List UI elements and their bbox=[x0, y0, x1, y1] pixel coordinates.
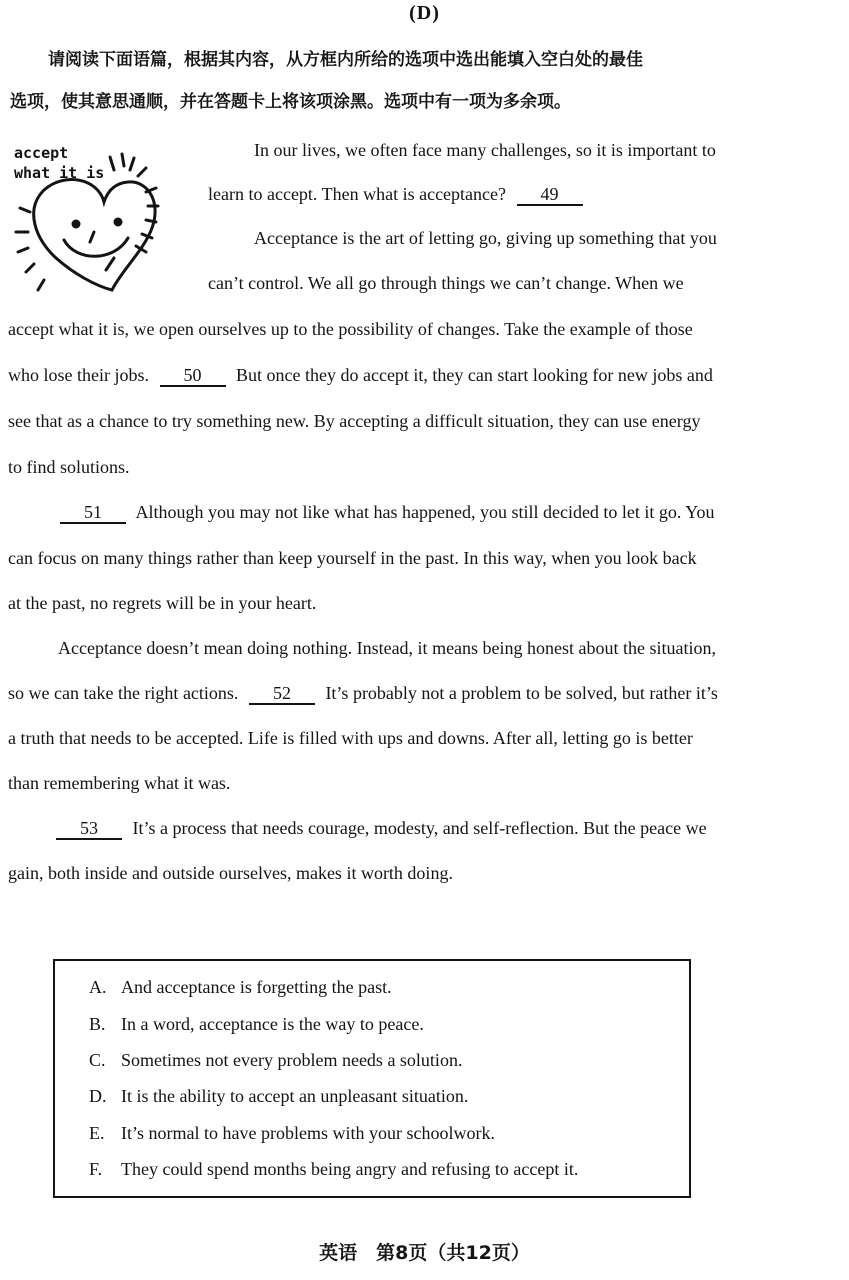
options-box bbox=[53, 959, 691, 1198]
option-letter: D. bbox=[89, 1086, 107, 1106]
option-text: In a word, acceptance is the way to peace. bbox=[121, 1014, 424, 1034]
blank-50: 50 bbox=[160, 365, 226, 387]
passage-p2-line-6: to find solutions. bbox=[8, 457, 130, 477]
passage-p2-line-4 bbox=[8, 363, 713, 387]
option-text: They could spend months being angry and refusing to accept it. bbox=[121, 1159, 579, 1179]
option-letter: B. bbox=[89, 1014, 106, 1034]
option-text: It’s normal to have problems with your schoolwork. bbox=[121, 1123, 495, 1143]
option-a bbox=[89, 975, 392, 999]
passage-p2-line-1: Acceptance is the art of letting go, giving up something that you bbox=[254, 228, 717, 248]
option-d bbox=[89, 1084, 468, 1108]
passage-p1-line-1: In our lives, we often face many challenges, so it is important to bbox=[254, 140, 716, 160]
passage-p2-text-b: But once they do accept it, they can start looking for new jobs and bbox=[236, 365, 713, 385]
passage-p4-text-a: so we can take the right actions. bbox=[8, 683, 239, 703]
page-footer: 英语 第8页（共12页） bbox=[319, 1242, 530, 1264]
option-f bbox=[89, 1157, 578, 1181]
passage-p3-line-3: at the past, no regrets will be in your heart. bbox=[8, 593, 317, 613]
option-text: Sometimes not every problem needs a solution. bbox=[121, 1050, 463, 1070]
passage-p3-line-2: can focus on many things rather than keep yourself in the past. In this way, when you look back bbox=[8, 548, 697, 568]
option-e bbox=[89, 1121, 495, 1145]
option-letter: A. bbox=[89, 977, 107, 997]
passage-p3-text: Although you may not like what has happened, you still decided to let it go. You bbox=[135, 502, 715, 522]
passage-p5-line-1 bbox=[56, 816, 707, 840]
option-letter: F. bbox=[89, 1159, 103, 1179]
passage-p1-text: learn to accept. Then what is acceptance? bbox=[208, 184, 507, 204]
blank-52: 52 bbox=[249, 683, 315, 705]
passage-p4-line-3: a truth that needs to be accepted. Life is filled with ups and downs. After all, letting go is better bbox=[8, 728, 693, 748]
passage-p4-line-2 bbox=[8, 681, 718, 705]
instructions-line-2: 选项，使其意思通顺，并在答题卡上将该项涂黑。选项中有一项为多余项。 bbox=[10, 92, 571, 112]
option-letter: C. bbox=[89, 1050, 106, 1070]
blank-53: 53 bbox=[56, 818, 122, 840]
passage-p5-line-2: gain, both inside and outside ourselves, makes it worth doing. bbox=[8, 863, 453, 883]
heart-illustration bbox=[6, 140, 196, 300]
option-c bbox=[89, 1048, 462, 1072]
option-text: And acceptance is forgetting the past. bbox=[121, 977, 392, 997]
passage-p2-line-2: can’t control. We all go through things we can’t change. When we bbox=[208, 273, 684, 293]
blank-51: 51 bbox=[60, 502, 126, 524]
passage-p3-line-1 bbox=[60, 500, 714, 524]
passage-p2-line-5: see that as a chance to try something new. By accepting a difficult situation, they can use energy bbox=[8, 411, 701, 431]
heart-caption-line-1: accept bbox=[14, 144, 69, 162]
option-b bbox=[89, 1012, 424, 1036]
heart-caption-line-2: what it is bbox=[14, 164, 105, 182]
smiling-heart-icon bbox=[6, 140, 196, 300]
passage-p2-text-a: who lose their jobs. bbox=[8, 365, 149, 385]
passage-p4-text-b: It’s probably not a problem to be solved, but rather it’s bbox=[325, 683, 718, 703]
passage-p4-line-4: than remembering what it was. bbox=[8, 773, 231, 793]
passage-p4-line-1: Acceptance doesn’t mean doing nothing. Instead, it means being honest about the situation, bbox=[58, 638, 717, 658]
passage-p5-text: It’s a process that needs courage, modesty, and self-reflection. But the peace we bbox=[132, 818, 707, 838]
option-letter: E. bbox=[89, 1123, 105, 1143]
section-label: (D) bbox=[409, 2, 440, 24]
passage-p2-line-3: accept what it is, we open ourselves up to the possibility of changes. Take the example of those bbox=[8, 319, 693, 339]
passage-p1-line-2 bbox=[208, 182, 583, 206]
blank-49: 49 bbox=[517, 184, 583, 206]
option-text: It is the ability to accept an unpleasant situation. bbox=[121, 1086, 469, 1106]
instructions-line-1: 请阅读下面语篇，根据其内容，从方框内所给的选项中选出能填入空白处的最佳 bbox=[48, 50, 643, 70]
